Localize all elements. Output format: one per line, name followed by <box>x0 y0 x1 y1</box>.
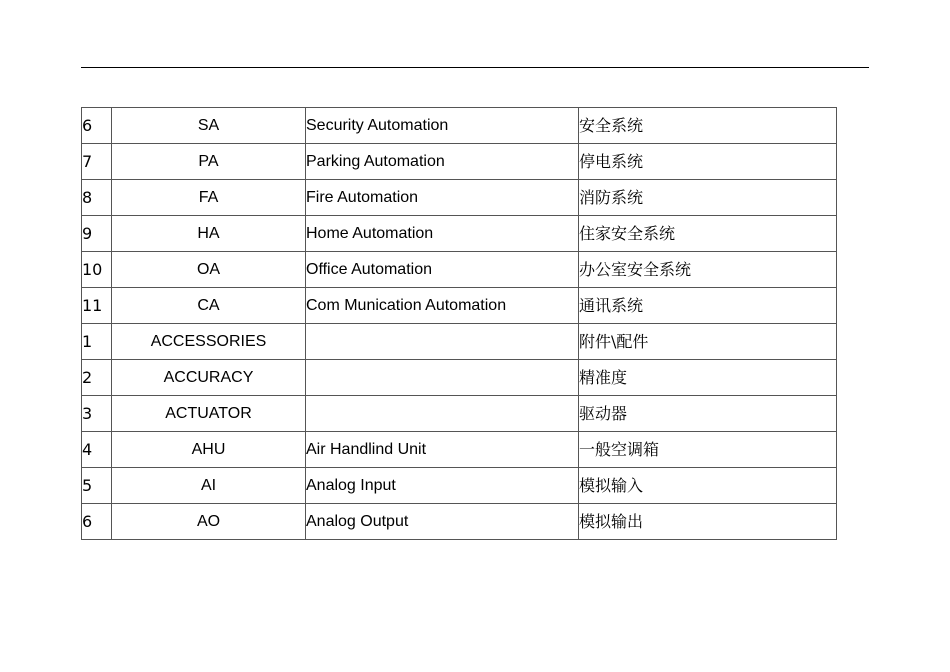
english-term: Security Automation <box>306 108 579 144</box>
row-number: 6 <box>82 504 112 540</box>
chinese-term: 通讯系统 <box>579 288 837 324</box>
table-row <box>82 288 837 324</box>
abbreviation: PA <box>112 144 306 180</box>
table-row <box>82 144 837 180</box>
abbreviation: FA <box>112 180 306 216</box>
row-number: 2 <box>82 360 112 396</box>
table-row <box>82 216 837 252</box>
row-number: 9 <box>82 216 112 252</box>
abbreviation: ACCESSORIES <box>112 324 306 360</box>
table-row <box>82 108 837 144</box>
abbreviation: ACTUATOR <box>112 396 306 432</box>
english-term <box>306 396 579 432</box>
row-number: 11 <box>82 288 112 324</box>
table-row <box>82 324 837 360</box>
abbreviation: CA <box>112 288 306 324</box>
table-row <box>82 468 837 504</box>
row-number: 8 <box>82 180 112 216</box>
english-term <box>306 324 579 360</box>
row-number: 5 <box>82 468 112 504</box>
row-number: 1 <box>82 324 112 360</box>
chinese-term: 模拟输出 <box>579 504 837 540</box>
table-row <box>82 504 837 540</box>
abbreviation: HA <box>112 216 306 252</box>
english-term: Com Munication Automation <box>306 288 579 324</box>
table-row <box>82 252 837 288</box>
english-term: Fire Automation <box>306 180 579 216</box>
chinese-term: 一般空调箱 <box>579 432 837 468</box>
chinese-term: 停电系统 <box>579 144 837 180</box>
row-number: 10 <box>82 252 112 288</box>
english-term: Analog Input <box>306 468 579 504</box>
abbreviation: ACCURACY <box>112 360 306 396</box>
english-term <box>306 360 579 396</box>
english-term: Office Automation <box>306 252 579 288</box>
row-number: 7 <box>82 144 112 180</box>
abbreviation: SA <box>112 108 306 144</box>
table-row <box>82 396 837 432</box>
row-number: 6 <box>82 108 112 144</box>
row-number: 4 <box>82 432 112 468</box>
chinese-term: 消防系统 <box>579 180 837 216</box>
chinese-term: 附件\配件 <box>579 324 837 360</box>
header-rule <box>81 67 869 68</box>
glossary-table-body <box>82 108 837 540</box>
table-row <box>82 180 837 216</box>
table-row <box>82 432 837 468</box>
english-term: Analog Output <box>306 504 579 540</box>
chinese-term: 精准度 <box>579 360 837 396</box>
row-number: 3 <box>82 396 112 432</box>
abbreviation: AO <box>112 504 306 540</box>
english-term: Air Handlind Unit <box>306 432 579 468</box>
table-row <box>82 360 837 396</box>
chinese-term: 办公室安全系统 <box>579 252 837 288</box>
chinese-term: 驱动器 <box>579 396 837 432</box>
glossary-table <box>81 107 837 540</box>
english-term: Parking Automation <box>306 144 579 180</box>
english-term: Home Automation <box>306 216 579 252</box>
chinese-term: 安全系统 <box>579 108 837 144</box>
chinese-term: 模拟输入 <box>579 468 837 504</box>
chinese-term: 住家安全系统 <box>579 216 837 252</box>
abbreviation: AI <box>112 468 306 504</box>
abbreviation: AHU <box>112 432 306 468</box>
abbreviation: OA <box>112 252 306 288</box>
